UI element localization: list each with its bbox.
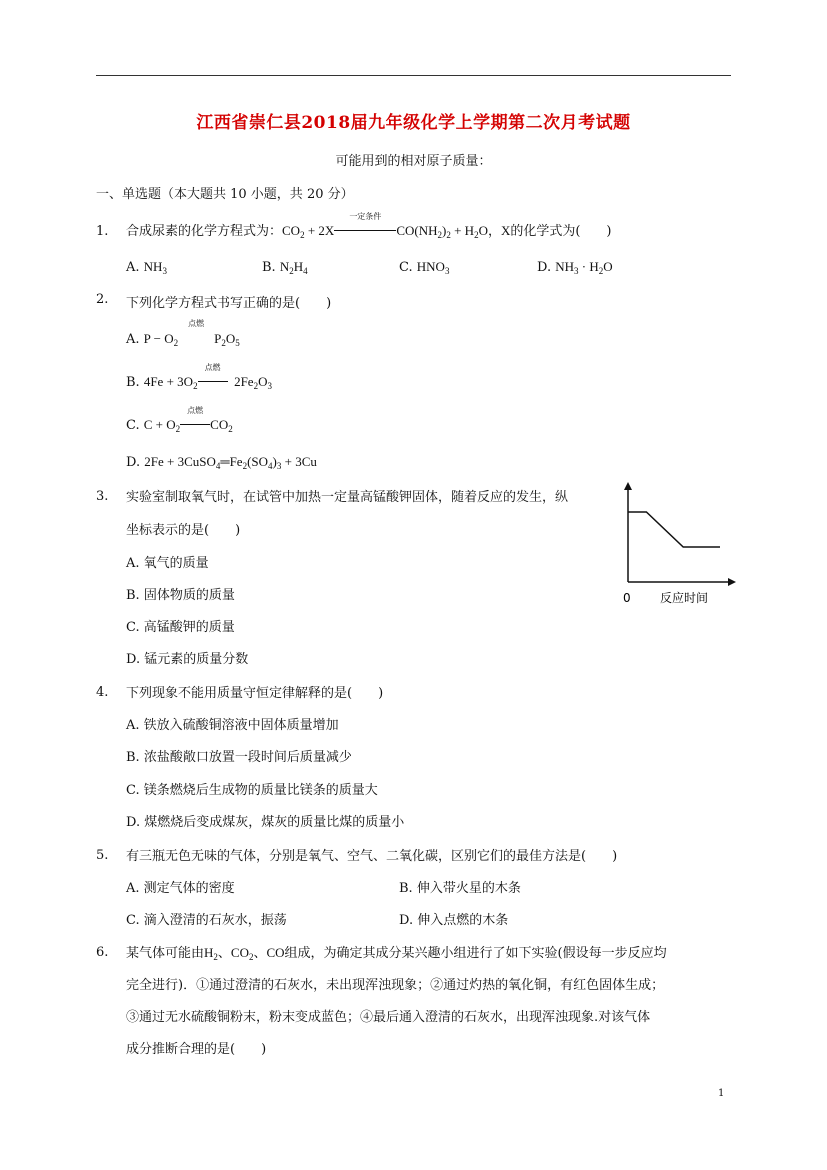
q5-stem: 有三瓶无色无味的气体，分别是氧气、空气、二氧化碳，区别它们的最佳方法是( ): [126, 849, 618, 864]
section-heading: 一、单选题（本大题共 10 小题，共 20 分）: [96, 187, 354, 202]
q1-option-c[interactable]: C. $HNO_3$: [399, 259, 450, 276]
q6-line1: 某气体可能由$H_2$、$CO_2$、CO组成，为确定其成分某兴趣小组进行了如下实验(假设每一步反应均: [126, 945, 667, 962]
q3-option-a[interactable]: A. 氧气的质量: [126, 556, 209, 571]
chart-series-line: [628, 512, 720, 547]
q1-stem-text-a: 合成尿素的化学方程式为：: [126, 224, 283, 239]
atomic-mass-note: 可能用到的相对原子质量：: [335, 154, 492, 169]
q2c-condition: 点燃: [187, 406, 204, 415]
q2-number: 2.: [96, 292, 109, 307]
q5-option-d[interactable]: D. 伸入点燃的木条: [399, 913, 509, 928]
q2b-condition: 点燃: [204, 363, 221, 372]
q2-stem: 下列化学方程式书写正确的是( ): [126, 296, 332, 311]
page-title: 江西省崇仁县2018届九年级化学上学期第二次月考试题: [196, 113, 631, 133]
q4-option-a[interactable]: A. 铁放入硫酸铜溶液中固体质量增加: [126, 718, 339, 733]
q2-option-b[interactable]: B. $4Fe + 3O_2$ 点燃 $2Fe_2O_3$: [126, 363, 272, 391]
q4-number: 4.: [96, 685, 109, 700]
q2-option-c[interactable]: C. $C + O_2$ 点燃 $CO_2$: [126, 406, 233, 434]
q2-option-d[interactable]: D. $2Fe + 3CuSO_4═Fe_2(SO_4)_3 + 3Cu$: [126, 454, 317, 471]
q4-option-d[interactable]: D. 煤燃烧后变成煤灰，煤灰的质量比煤的质量小: [126, 815, 405, 830]
q3-option-c[interactable]: C. 高锰酸钾的质量: [126, 620, 235, 635]
q1-stem: [126, 212, 612, 240]
q5-option-b[interactable]: B. 伸入带火星的木条: [399, 881, 521, 896]
q3-option-d[interactable]: D. 锰元素的质量分数: [126, 652, 249, 667]
q3-chart: [610, 478, 740, 608]
q5-option-a[interactable]: A. 测定气体的密度: [126, 881, 235, 896]
q1-number: 1.: [96, 224, 109, 239]
q3-stem-line1: 实验室制取氧气时，在试管中加热一定量高锰酸钾固体，随着反应的发生，纵: [126, 490, 569, 505]
chart-y-arrow: [624, 482, 632, 490]
q4-option-b[interactable]: B. 浓盐酸敞口放置一段时间后质量减少: [126, 750, 352, 765]
q1-option-a[interactable]: A. $NH_3$: [126, 259, 167, 276]
q1-option-b[interactable]: B. $N_2H_4$: [262, 259, 308, 276]
q4-stem: 下列现象不能用质量守恒定律解释的是( ): [126, 686, 384, 701]
chart-x-label: 反应时间: [660, 591, 709, 605]
q3-stem-line2: 坐标表示的是( ): [126, 523, 241, 538]
header-rule: [96, 75, 731, 76]
q6-line4: 成分推断合理的是( ): [126, 1042, 267, 1057]
q2a-condition: 点燃: [188, 319, 205, 328]
q3-option-b[interactable]: B. 固体物质的质量: [126, 588, 235, 603]
q1-condition-text: 一定条件: [349, 212, 382, 221]
q6-number: 6.: [96, 945, 109, 960]
q5-number: 5.: [96, 848, 109, 863]
q6-line2: 完全进行)．①通过澄清的石灰水，未出现浑浊现象；②通过灼热的氧化铜，有红色固体生成；: [126, 978, 665, 993]
q1-condition-arrow: [334, 212, 396, 239]
q3-number: 3.: [96, 489, 109, 504]
q1-stem-text-b: 的化学式为( ): [510, 224, 612, 239]
chart-x-arrow: [728, 578, 736, 586]
q1-equation: $CO_2 + 2X$ 一定条件 $CO(NH_2)_2 + H_2O$，X: [282, 212, 511, 240]
q1-option-d[interactable]: D. $NH_3 \cdot H_2O$: [537, 259, 613, 276]
chart-origin-label: 0: [623, 591, 631, 605]
q5-option-c[interactable]: C. 滴入澄清的石灰水，振荡: [126, 913, 287, 928]
q4-option-c[interactable]: C. 镁条燃烧后生成物的质量比镁条的质量大: [126, 783, 378, 798]
q2-option-a[interactable]: A. $P - O_2$ 点燃 $P_2O_5$: [126, 319, 240, 348]
page-number: 1: [718, 1088, 725, 1099]
q6-line3: ③通过无水硫酸铜粉末，粉末变成蓝色；④最后通入澄清的石灰水，出现浑浊现象.对该气体: [126, 1010, 651, 1025]
